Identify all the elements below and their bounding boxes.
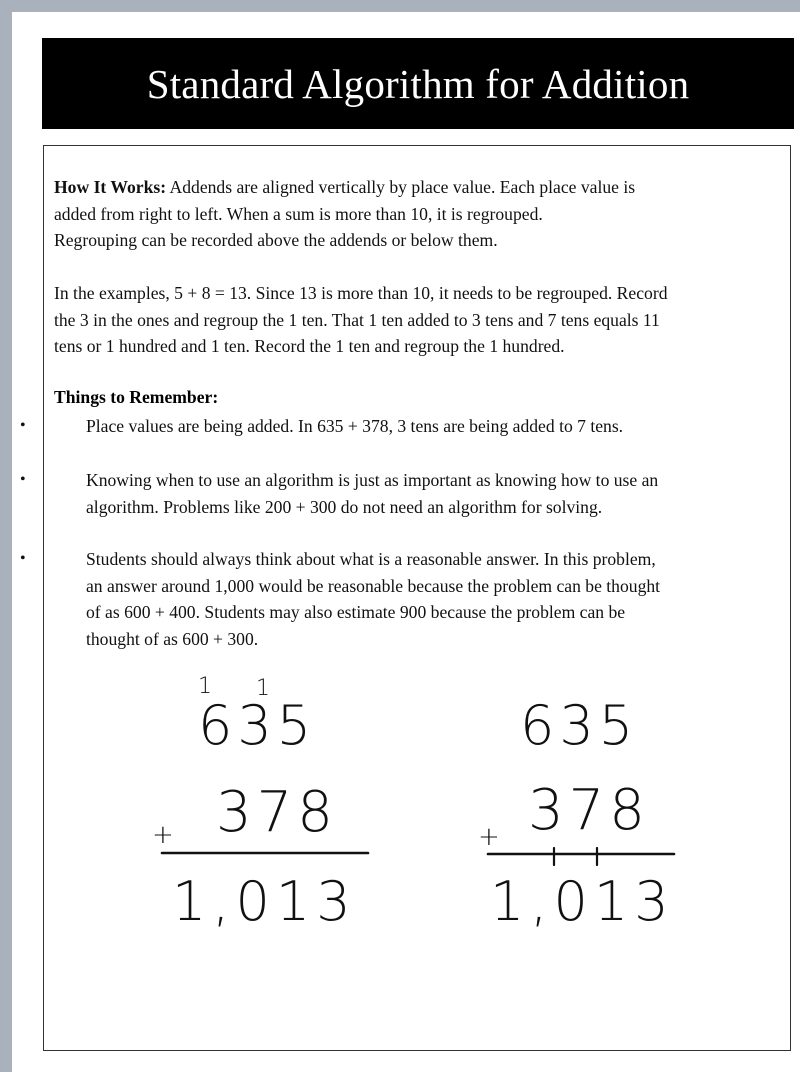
worksheet-page [12,12,800,1072]
bullet-marker-1: • [20,417,26,434]
example-1-sum: 1,013 [172,870,357,933]
page-title: Standard Algorithm for Addition [42,38,794,129]
example-2-addend-1: 635 [520,694,639,757]
bullet-marker-2: • [20,471,26,488]
how-it-works-paragraph [54,174,774,254]
example-1-regroup-mark-hundreds: 1 [198,674,212,699]
remember-item-1-line-1: Place values are being added. In 635 + 378, 3 tens are being added to 7 tens. [86,416,624,436]
example-2-plus-sign: + [478,822,500,852]
example-paragraph [54,280,774,360]
example-1-addend-2: 378 [216,780,338,845]
example-1-plus-sign: + [152,820,174,850]
example-1-regroup-mark-tens: 1 [256,676,270,701]
remember-item-3-line-1: Students should always think about what is a reasonable answer. In this problem, [86,549,656,569]
remember-item-3-line-3: of as 600 + 400. Students may also estimate 900 because the problem can be [86,602,626,622]
remember-item-3 [86,546,776,652]
remember-item-3-line-4: thought of as 600 + 300. [86,628,259,649]
example-2-addend-2: 378 [528,778,650,843]
remember-item-3-line-2: an answer around 1,000 would be reasonable because the problem can be thought [86,575,661,596]
example-line-2: the 3 in the ones and regroup the 1 ten. That 1 ten added to 3 tens and 7 tens equals 11 [54,309,660,330]
how-it-works-line-2: added from right to left. When a sum is more than 10, it is regrouped. [54,203,543,224]
remember-item-2-line-1: Knowing when to use an algorithm is just as important as knowing how to use an [86,470,659,490]
example-line-1: In the examples, 5 + 8 = 13. Since 13 is more than 10, it needs to be regrouped. Record [54,283,668,303]
how-it-works-line-1: Addends are aligned vertically by place value. Each place value is [169,177,636,197]
remember-item-2 [86,467,776,520]
example-line-3: tens or 1 hundred and 1 ten. Record the 1 ten and regroup the 1 hundred. [54,336,565,356]
example-1-addend-1: 635 [198,694,317,757]
how-it-works-label: How It Works: [54,177,167,197]
example-2-sum: 1,013 [490,870,675,933]
remember-item-1 [86,413,776,440]
remember-item-2-line-2: algorithm. Problems like 200 + 300 do not need an algorithm for solving. [86,496,603,517]
how-it-works-line-3: Regrouping can be recorded above the addends or below them. [54,230,498,250]
bullet-marker-3: • [20,550,26,567]
things-to-remember-heading: Things to Remember: [54,387,219,407]
